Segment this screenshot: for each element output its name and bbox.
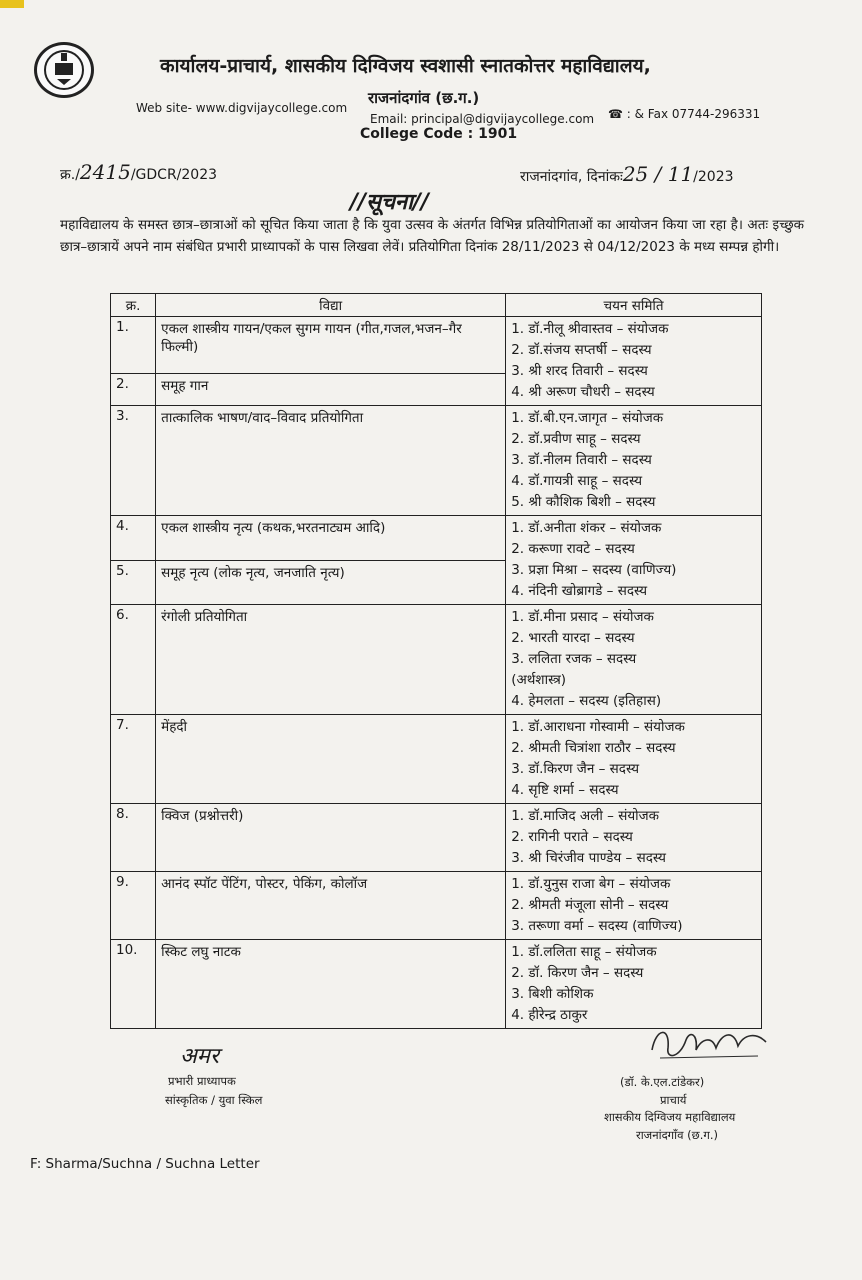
committee-member: 1. डॉ.बी.एन.जागृत – संयोजक (511, 410, 664, 426)
committee-member: 3. ललिता रजक – सदस्य (511, 651, 637, 667)
committee-member: (अर्थशास्त्र) (511, 672, 567, 688)
college-city: राजनांदगांव (छ.ग.) (368, 89, 480, 107)
event-serial: 8. (111, 804, 156, 872)
committee-member: 2. डॉ. किरण जैन – सदस्य (511, 965, 644, 981)
table-row (111, 406, 762, 516)
principal-city: राजनांदगाँव (छ.ग.) (636, 1128, 719, 1142)
in-charge-title: प्रभारी प्राध्यापक (168, 1074, 236, 1088)
date-suffix: /2023 (693, 169, 734, 185)
principal-role: प्राचार्य (660, 1093, 687, 1107)
committee-member: 2. डॉ.प्रवीण साहू – सदस्य (511, 431, 641, 447)
college-logo (34, 42, 94, 98)
committee-member: 4. डॉ.गायत्री साहू – सदस्य (511, 473, 643, 489)
committee-cell (506, 317, 762, 406)
reference-number (60, 160, 217, 184)
committee-member: 3. प्रज्ञा मिश्रा – सदस्य (वाणिज्य) (511, 562, 677, 578)
website-text: Web site- www.digvijaycollege.com (136, 101, 348, 115)
event-serial: 5. (111, 560, 156, 605)
committee-cell (506, 516, 762, 605)
committee-member: 3. डॉ.नीलम तिवारी – सदस्य (511, 452, 652, 468)
event-name: समूह नृत्य (लोक नृत्य, जनजाति नृत्य) (156, 560, 506, 605)
event-name: समूह गान (156, 374, 506, 406)
event-name: क्विज (प्रश्नोत्तरी) (156, 804, 506, 872)
committee-member: 5. श्री कौशिक बिशी – सदस्य (511, 494, 656, 510)
reference-prefix: क्र./ (60, 167, 80, 183)
principal-signature (646, 1020, 772, 1066)
principal-org: शासकीय दिग्विजय महाविद्यालय (604, 1110, 736, 1124)
committee-member: 2. रागिनी पराते – सदस्य (511, 829, 633, 845)
committee-member: 3. श्री चिरंजीव पाण्डेय – सदस्य (511, 850, 666, 866)
event-serial: 10. (111, 940, 156, 1029)
committee-member: 4. हीरेन्द्र ठाकुर (511, 1007, 588, 1023)
table-row (111, 804, 762, 872)
table-row (111, 516, 762, 561)
file-reference-footer: F: Sharma/Suchna / Suchna Letter (30, 1156, 260, 1172)
in-charge-signature: अमर (180, 1044, 219, 1069)
date-prefix: राजनांदगांव, दिनांकः (520, 169, 623, 185)
committee-member: 1. डॉ.माजिद अली – संयोजक (511, 808, 660, 824)
header-serial: क्र. (111, 294, 156, 317)
college-code: College Code : 1901 (360, 126, 518, 142)
committee-member: 2. श्रीमती मंजूला सोनी – सदस्य (511, 897, 669, 913)
event-name: एकल शास्त्रीय नृत्य (कथक,भरतनाट्यम आदि) (156, 516, 506, 561)
reference-suffix: /GDCR/2023 (130, 167, 218, 183)
committee-member: 1. डॉ.आराधना गोस्वामी – संयोजक (511, 719, 685, 735)
header-event: विद्या (156, 294, 506, 317)
reference-handwritten-number: 2415 (79, 160, 131, 184)
event-name: मेंहदी (156, 715, 506, 804)
in-charge-department: सांस्कृतिक / युवा स्किल (165, 1093, 263, 1107)
committee-member: 4. नंदिनी खोब्रागडे – सदस्य (511, 583, 648, 599)
committee-member: 1. डॉ.ललिता साहू – संयोजक (511, 944, 657, 960)
date-handwritten: 25 / 11 (622, 162, 694, 186)
table-row (111, 605, 762, 715)
table-body (111, 317, 762, 1029)
committee-cell (506, 804, 762, 872)
notice-body: महाविद्यालय के समस्त छात्र–छात्राओं को सूचित किया जाता है कि युवा उत्सव के अंतर्गत विभिन्न प्रतियोगिताओं का आयोजन किया जा रहा है। अतः इच्छुक छात्र–छात्रायें अपने नाम संबंधित प्रभारी प्राध्यापकों के पास लिखवा लेवें। प्रतियोगिता दिनांक 28/11/2023 से 04/12/2023 के मध्य सम्पन्न होगी। (60, 217, 804, 255)
event-serial: 2. (111, 374, 156, 406)
principal-name: (डॉ. के.एल.टांडेकर) (620, 1075, 705, 1089)
committee-member: 3. तरूणा वर्मा – सदस्य (वाणिज्य) (511, 918, 683, 934)
committee-member: 1. डॉ.नीलू श्रीवास्तव – संयोजक (511, 321, 669, 337)
committee-cell (506, 605, 762, 715)
committee-member: 1. डॉ.मीना प्रसाद – संयोजक (511, 609, 654, 625)
committee-member: 2. डॉ.संजय सप्तर्षी – सदस्य (511, 342, 652, 358)
committee-member: 2. भारती यारदा – सदस्य (511, 630, 635, 646)
committee-member: 4. श्री अरूण चौधरी – सदस्य (511, 384, 655, 400)
committee-member: 2. करूणा रावटे – सदस्य (511, 541, 635, 557)
event-name: स्किट लघु नाटक (156, 940, 506, 1029)
event-serial: 4. (111, 516, 156, 561)
event-serial: 3. (111, 406, 156, 516)
committee-member: 1. डॉ.अनीता शंकर – संयोजक (511, 520, 662, 536)
committee-member: 1. डॉ.युनुस राजा बेग – संयोजक (511, 876, 671, 892)
event-name: रंगोली प्रतियोगिता (156, 605, 506, 715)
committee-member: 4. सृष्टि शर्मा – सदस्य (511, 782, 619, 798)
college-title: कार्यालय-प्राचार्य, शासकीय दिग्विजय स्वशासी स्नातकोत्तर महाविद्यालय, (160, 55, 651, 77)
committee-member: 4. हेमलता – सदस्य (इतिहास) (511, 693, 662, 709)
committee-cell (506, 940, 762, 1029)
committee-cell (506, 872, 762, 940)
event-serial: 6. (111, 605, 156, 715)
letter-date (520, 162, 734, 186)
table-header-row (111, 294, 762, 317)
committee-member: 3. श्री शरद तिवारी – सदस्य (511, 363, 648, 379)
committee-member: 3. बिशी कोशिक (511, 986, 594, 1002)
event-serial: 1. (111, 317, 156, 374)
event-name: आनंद स्पॉट पेंटिंग, पोस्टर, पेकिंग, कोलॉज (156, 872, 506, 940)
email-text: Email: principal@digvijaycollege.com (370, 112, 595, 126)
event-name: एकल शास्त्रीय गायन/एकल सुगम गायन (गीत,गजल,भजन–गैर फिल्मी) (156, 317, 506, 374)
table-row (111, 940, 762, 1029)
event-serial: 9. (111, 872, 156, 940)
notice-title: //सूचना// (350, 190, 429, 215)
committee-member: 2. श्रीमती चित्रांशा राठौर – सदस्य (511, 740, 676, 756)
table-row (111, 317, 762, 374)
emblem-icon (37, 45, 91, 95)
committee-table (110, 293, 762, 1029)
top-edge-strip (0, 0, 24, 8)
header-committee: चयन समिति (506, 294, 762, 317)
committee-member: 3. डॉ.किरण जैन – सदस्य (511, 761, 640, 777)
event-serial: 7. (111, 715, 156, 804)
phone-fax-text: ☎ : & Fax 07744-296331 (608, 107, 761, 121)
table-row (111, 715, 762, 804)
committee-cell (506, 406, 762, 516)
committee-cell (506, 715, 762, 804)
event-name: तात्कालिक भाषण/वाद–विवाद प्रतियोगिता (156, 406, 506, 516)
table-row (111, 872, 762, 940)
